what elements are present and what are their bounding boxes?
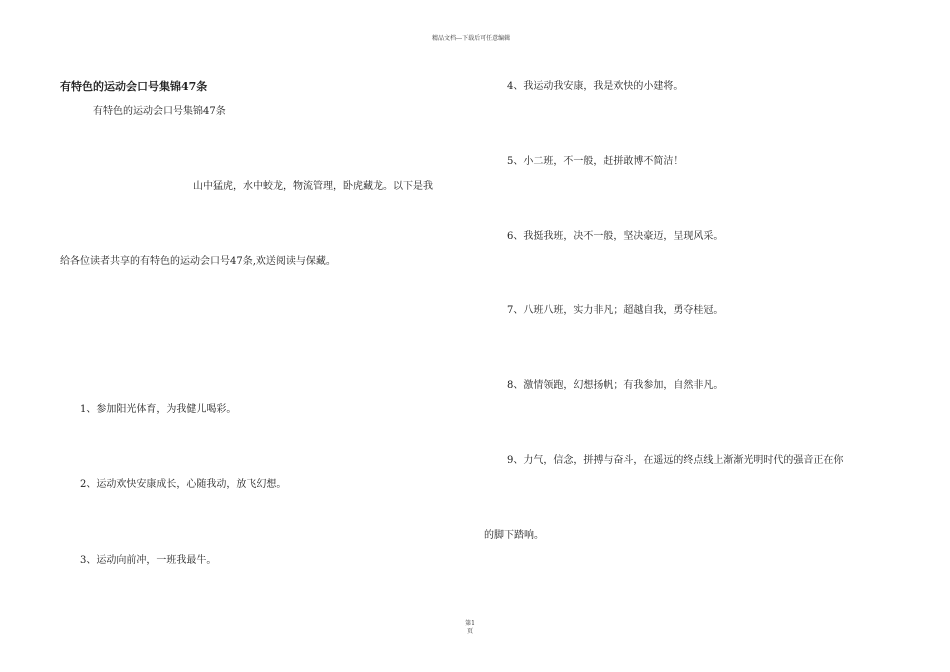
- slogan-item-6: 6、我挺我班，决不一般，坚决豪迈，呈现风采。: [507, 231, 724, 242]
- intro-line-1: 山中猛虎，水中蛟龙，物流管理，卧虎藏龙。以下是我: [193, 181, 433, 192]
- page-number-line-1: 第1: [465, 620, 475, 627]
- slogan-item-7: 7、八班八班，实力非凡；超越自我，勇夺桂冠。: [507, 305, 724, 316]
- slogan-item-3: 3、运动向前冲，一班我最牛。: [80, 555, 217, 566]
- slogan-item-1: 1、参加阳光体育，为我健儿喝彩。: [80, 404, 237, 415]
- header-note: 精品文档---下载后可任意编辑: [432, 35, 511, 42]
- slogan-item-5: 5、小二班，不一般，赶拼敢博不简洁！: [507, 156, 684, 167]
- page-number: [455, 620, 485, 636]
- document-title: 有特色的运动会口号集锦47条: [60, 80, 208, 93]
- slogan-item-2: 2、运动欢快安康成长，心随我动，放飞幻想。: [80, 479, 287, 490]
- intro-line-2: 给各位读者共享的有特色的运动会口号47条,欢送阅读与保藏。: [60, 256, 336, 267]
- document-subtitle: 有特色的运动会口号集锦47条: [93, 106, 226, 117]
- slogan-item-8: 8、激情领跑，幻想扬帆；有我参加，自然非凡。: [507, 380, 724, 391]
- slogan-item-9: 9、力气，信念，拼搏与奋斗，在遥远的终点线上渐渐光明时代的强音正在你: [507, 455, 844, 466]
- page-number-line-2: 页: [466, 628, 473, 635]
- slogan-item-9-continuation: 的脚下踏响。: [484, 530, 544, 541]
- slogan-item-4: 4、我运动我安康，我是欢快的小建将。: [507, 81, 684, 92]
